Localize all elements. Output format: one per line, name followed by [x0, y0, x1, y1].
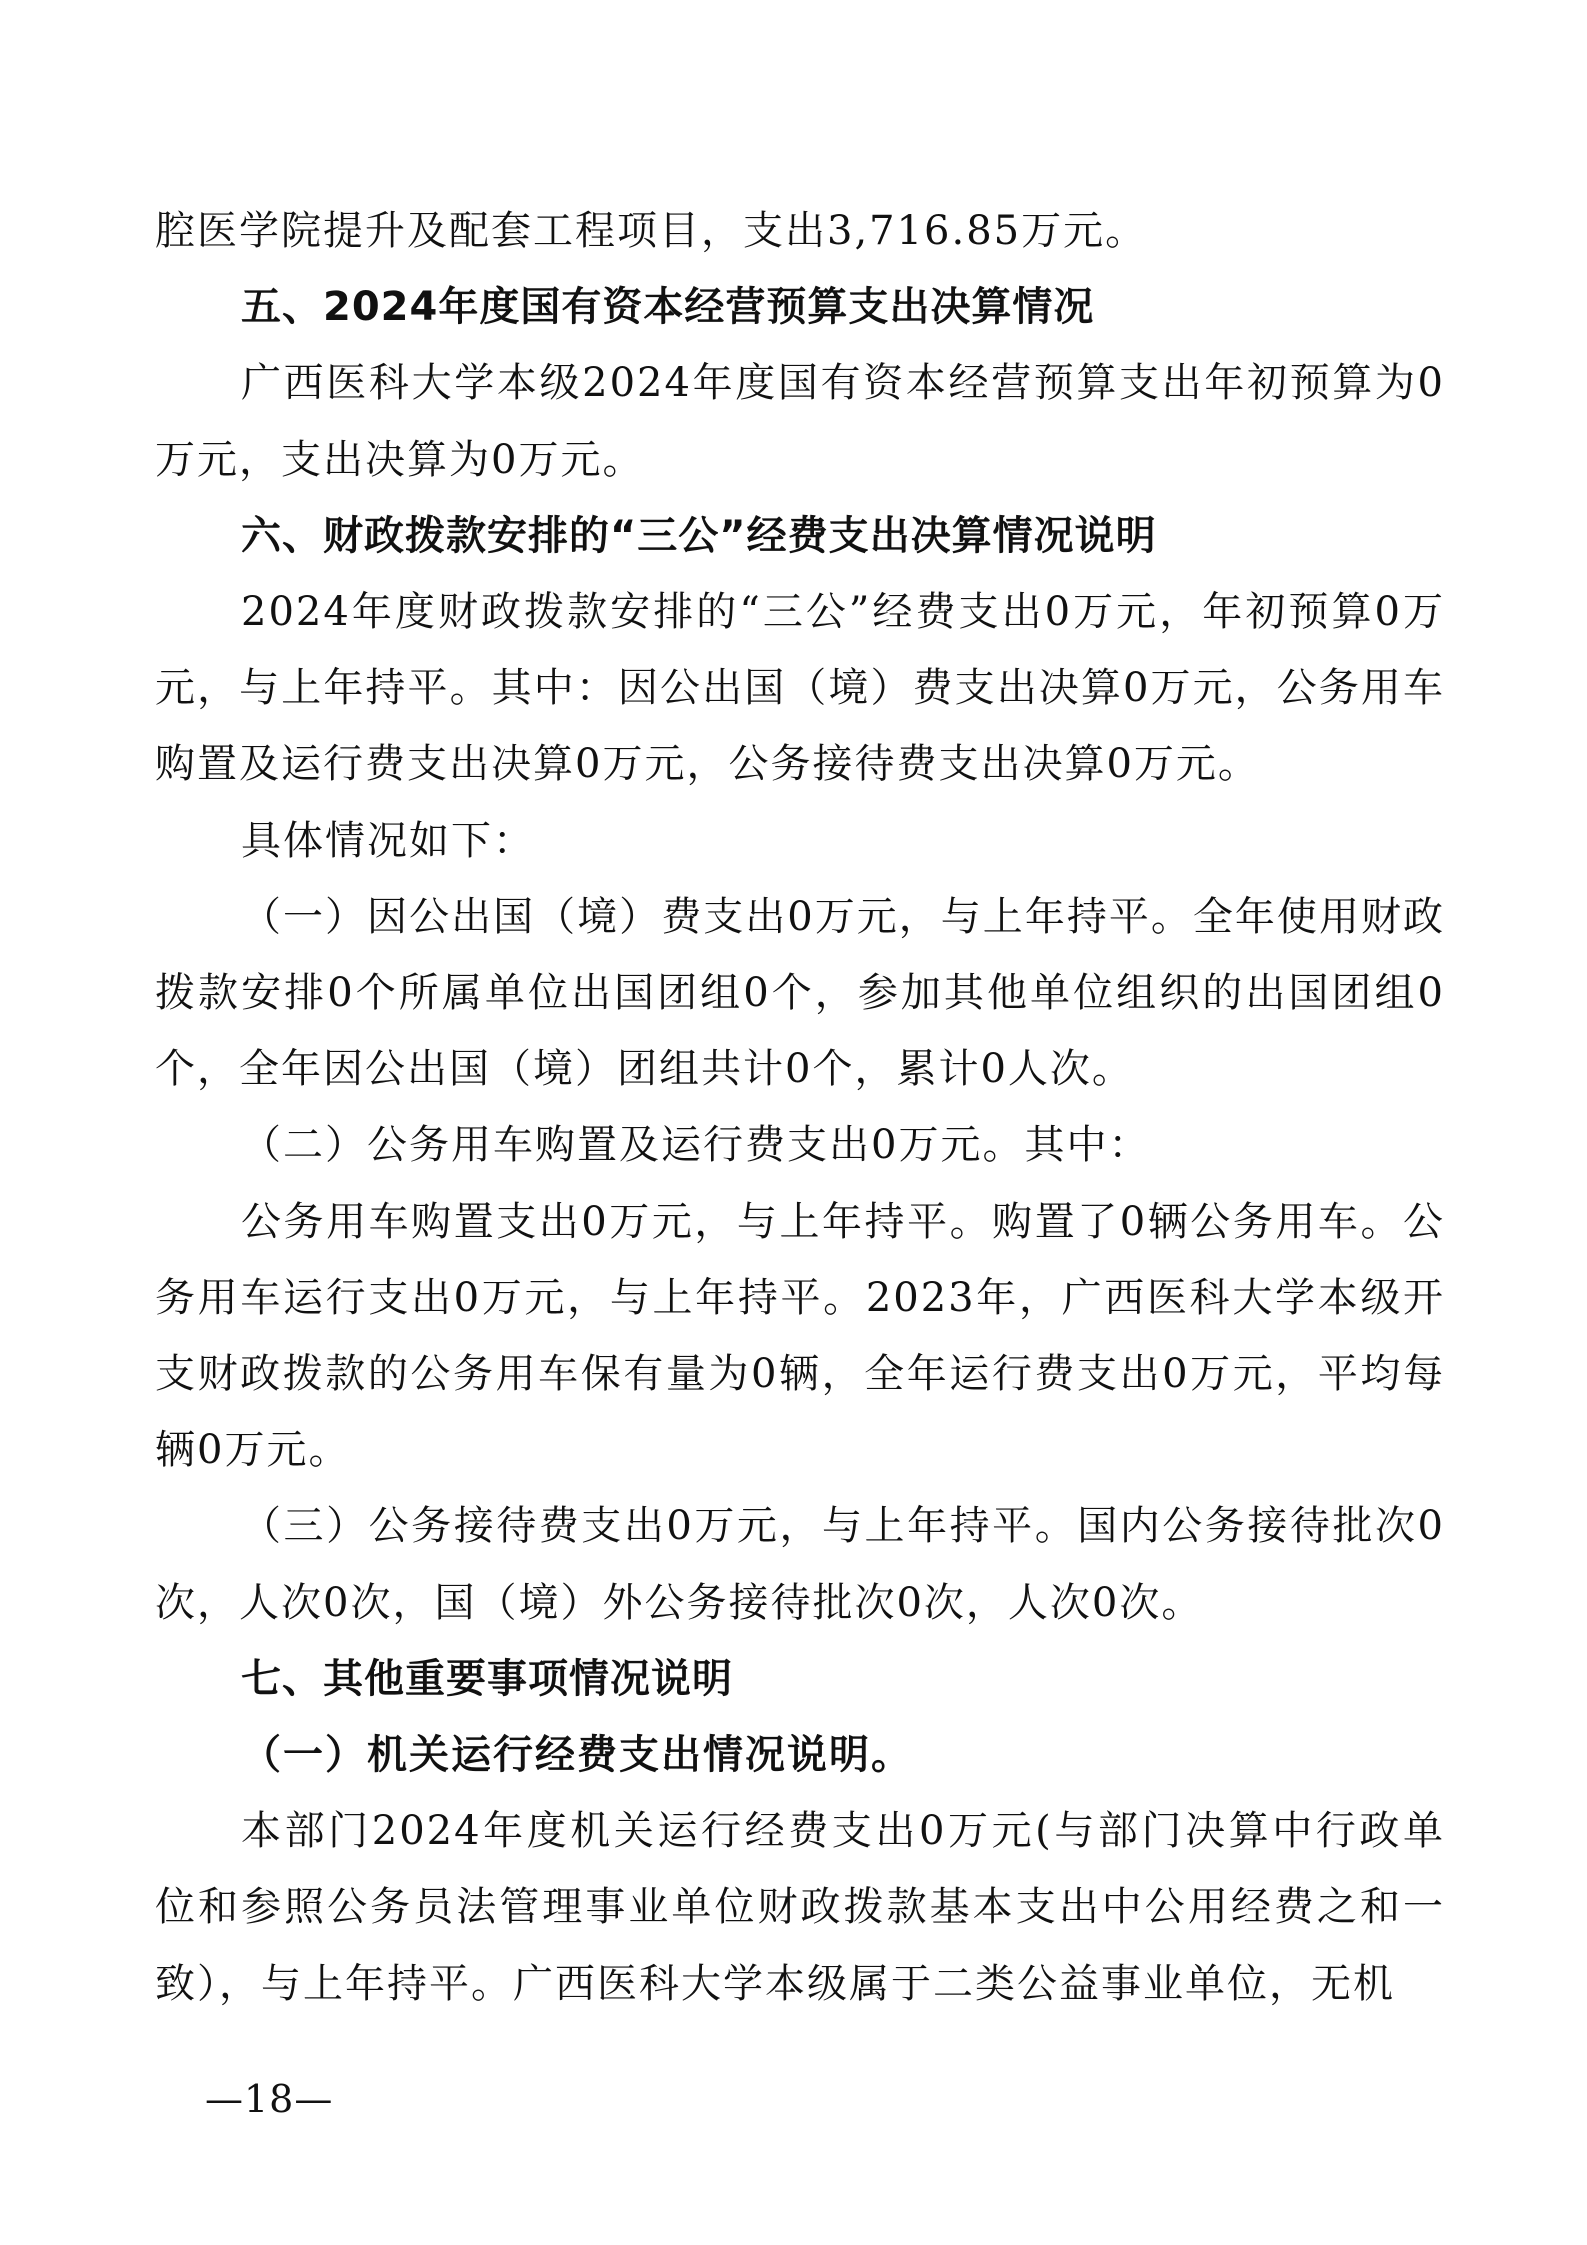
section-heading-6: 六、财政拨款安排的“三公”经费支出决算情况说明: [241, 512, 1157, 559]
paragraph-operating-costs: 本部门2024年度机关运行经费支出0万元(与部门决算中行政单位和参照公务员法管理事业单位财政拨款基本支出中公用经费之和一致），与上年持平。广西医科大学本级属于二类公益事业单位，无机: [155, 1808, 1445, 2007]
paragraph-details-intro: 具体情况如下：: [241, 817, 535, 864]
paragraph-continuation: 腔医学院提升及配套工程项目，支出3,716.85万元。: [155, 208, 1148, 254]
document-body: [155, 193, 1445, 2022]
paragraph-overseas-travel: （一）因公出国（境）费支出0万元，与上年持平。全年使用财政拨款安排0个所属单位出国团组0个，参加其他单位组织的出国团组0个，全年因公出国（境）团组共计0个，累计0人次。: [155, 893, 1445, 1093]
paragraph-reception: （三）公务接待费支出0万元，与上年持平。国内公务接待批次0次，人次0次，国（境）外公务接待批次0次，人次0次。: [155, 1503, 1445, 1626]
paragraph-state-capital-budget: 广西医科大学本级2024年度国有资本经营预算支出年初预算为0万元，支出决算为0万元。: [155, 360, 1445, 483]
paragraph-three-public-summary: 2024年度财政拨款安排的“三公”经费支出0万元，年初预算0万元，与上年持平。其中：因公出国（境）费支出决算0万元，公务用车购置及运行费支出决算0万元，公务接待费支出决算0万元。: [155, 589, 1445, 788]
section-heading-5: 五、2024年度国有资本经营预算支出决算情况: [241, 284, 1095, 331]
page-number: —18—: [205, 2077, 334, 2121]
paragraph-vehicle-details: 公务用车购置支出0万元，与上年持平。购置了0辆公务用车。公务用车运行支出0万元，与上年持平。2023年，广西医科大学本级开支财政拨款的公务用车保有量为0辆，全年运行费支出0万元，平均每辆0万元。: [155, 1198, 1445, 1474]
subsection-heading-operating-costs: （一）机关运行经费支出情况说明。: [241, 1731, 913, 1779]
section-heading-7: 七、其他重要事项情况说明: [241, 1655, 733, 1702]
paragraph-vehicle-intro: （二）公务用车购置及运行费支出0万元。其中：: [241, 1122, 1151, 1169]
